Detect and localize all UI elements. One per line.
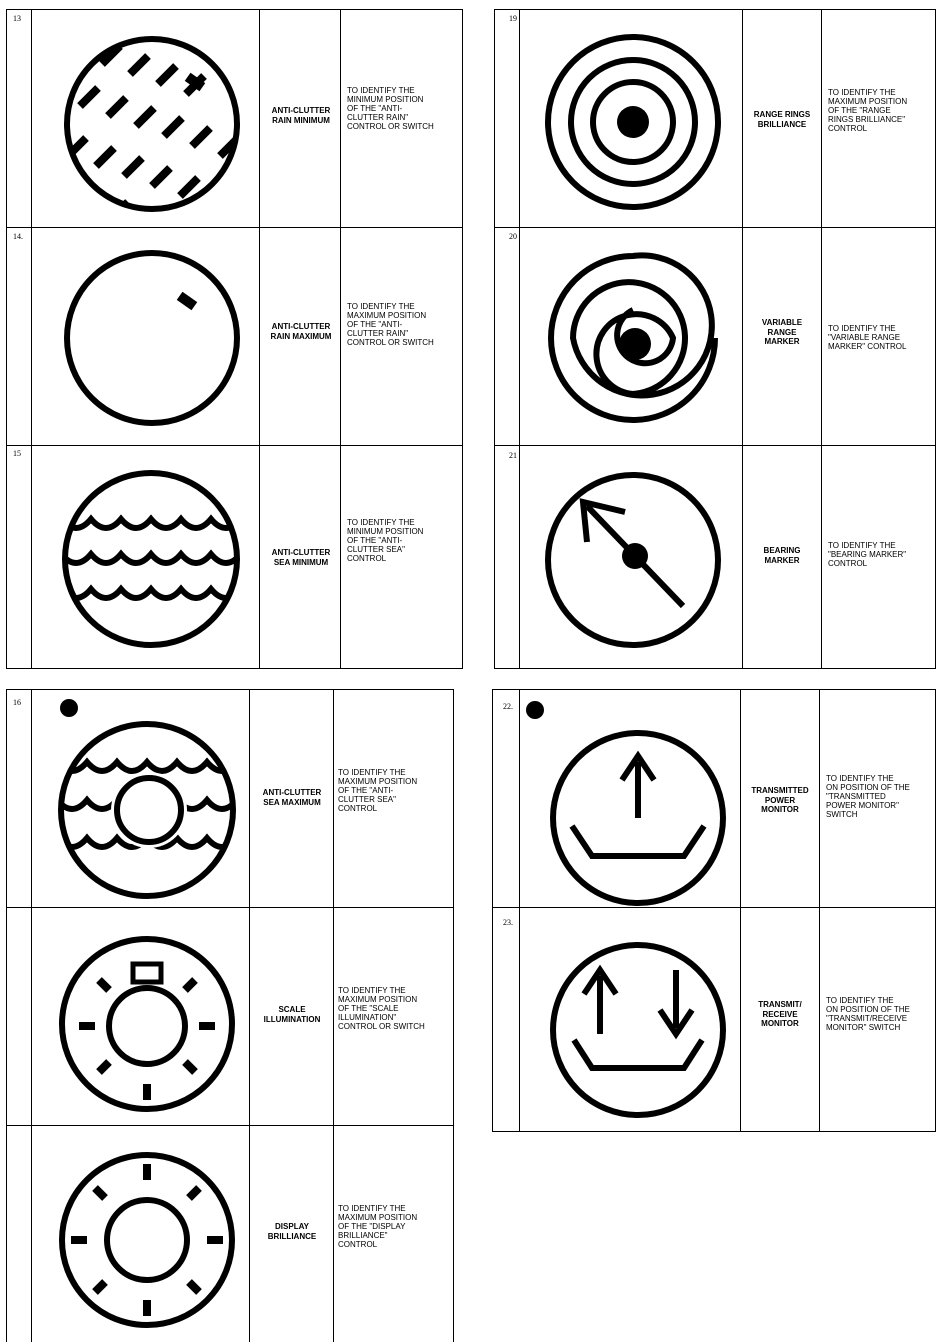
symbol-name: TRANSMIT/ RECEIVE MONITOR	[758, 1000, 802, 1028]
symbol-name: ANTI-CLUTTER RAIN MINIMUM	[271, 106, 331, 125]
symbol-name: BEARING MARKER	[763, 546, 801, 565]
scale-illumination-icon	[57, 934, 237, 1114]
row-number: 23.	[503, 918, 513, 927]
transmitted-power-monitor-icon	[548, 728, 728, 908]
symbol-description: TO IDENTIFY THE MAXIMUM POSITION OF THE "ANTI- CLUTTER RAIN" CONTROL OR SWITCH	[347, 302, 434, 347]
symbol-name: ANTI-CLUTTER SEA MINIMUM	[271, 548, 331, 567]
row-number: 19	[509, 14, 517, 23]
symbol-name: VARIABLE RANGE MARKER	[761, 318, 803, 346]
symbol-name: ANTI-CLUTTER RAIN MAXIMUM	[270, 322, 332, 341]
symbol-table-panel-19-21	[494, 9, 936, 669]
row-number: 21	[509, 451, 517, 460]
filled-dot-icon	[525, 700, 545, 720]
row-number: 22.	[503, 702, 513, 711]
symbol-description: TO IDENTIFY THE MAXIMUM POSITION OF THE "DISPLAY BRILLIANCE" CONTROL	[338, 1204, 418, 1249]
symbol-name: SCALE ILLUMINATION	[263, 1005, 321, 1024]
filled-dot-icon	[59, 698, 79, 718]
row-number: 14.	[13, 232, 23, 241]
range-rings-brilliance-icon	[543, 32, 723, 212]
symbol-name: TRANSMITTED POWER MONITOR	[751, 786, 809, 814]
row-number: 16	[13, 698, 21, 707]
symbol-table-panel-16-18	[6, 689, 454, 1342]
symbol-description: TO IDENTIFY THE MAXIMUM POSITION OF THE "RANGE RINGS BRILLIANCE" CONTROL	[828, 88, 908, 133]
symbol-description: TO IDENTIFY THE MAXIMUM POSITION OF THE "ANTI- CLUTTER SEA" CONTROL	[338, 768, 418, 813]
symbol-description: TO IDENTIFY THE "VARIABLE RANGE MARKER" CONTROL	[828, 324, 907, 351]
symbol-table-panel-22-23	[492, 689, 936, 1132]
row-number: 20	[509, 232, 517, 241]
symbol-description: TO IDENTIFY THE "BEARING MARKER" CONTROL	[828, 541, 907, 568]
variable-range-marker-icon	[543, 248, 723, 428]
anti-clutter-rain-minimum-icon	[62, 34, 242, 214]
transmit-receive-monitor-icon	[548, 940, 728, 1120]
anti-clutter-sea-minimum-icon	[61, 469, 241, 649]
symbol-description: TO IDENTIFY THE MAXIMUM POSITION OF THE "SCALE ILLUMINATION" CONTROL OR SWITCH	[338, 986, 425, 1031]
row-number: 13	[13, 14, 21, 23]
symbol-description: TO IDENTIFY THE ON POSITION OF THE "TRANSMIT/RECEIVE MONITOR" SWITCH	[826, 996, 910, 1032]
anti-clutter-sea-maximum-icon	[57, 720, 237, 900]
display-brilliance-icon	[57, 1150, 237, 1330]
symbol-table-panel-13-15	[6, 9, 463, 669]
row-number: 15	[13, 449, 21, 458]
symbol-name: ANTI-CLUTTER SEA MAXIMUM	[262, 788, 322, 807]
symbol-name: RANGE RINGS BRILLIANCE	[753, 110, 811, 129]
bearing-marker-icon	[543, 470, 723, 650]
symbol-description: TO IDENTIFY THE ON POSITION OF THE "TRANSMITTED POWER MONITOR" SWITCH	[826, 774, 910, 819]
symbol-name: DISPLAY BRILLIANCE	[267, 1222, 317, 1241]
symbol-description: TO IDENTIFY THE MINIMUM POSITION OF THE "ANTI- CLUTTER SEA" CONTROL	[347, 518, 424, 563]
anti-clutter-rain-maximum-icon	[62, 248, 242, 428]
symbol-description: TO IDENTIFY THE MINIMUM POSITION OF THE "ANTI- CLUTTER RAIN" CONTROL OR SWITCH	[347, 86, 434, 131]
